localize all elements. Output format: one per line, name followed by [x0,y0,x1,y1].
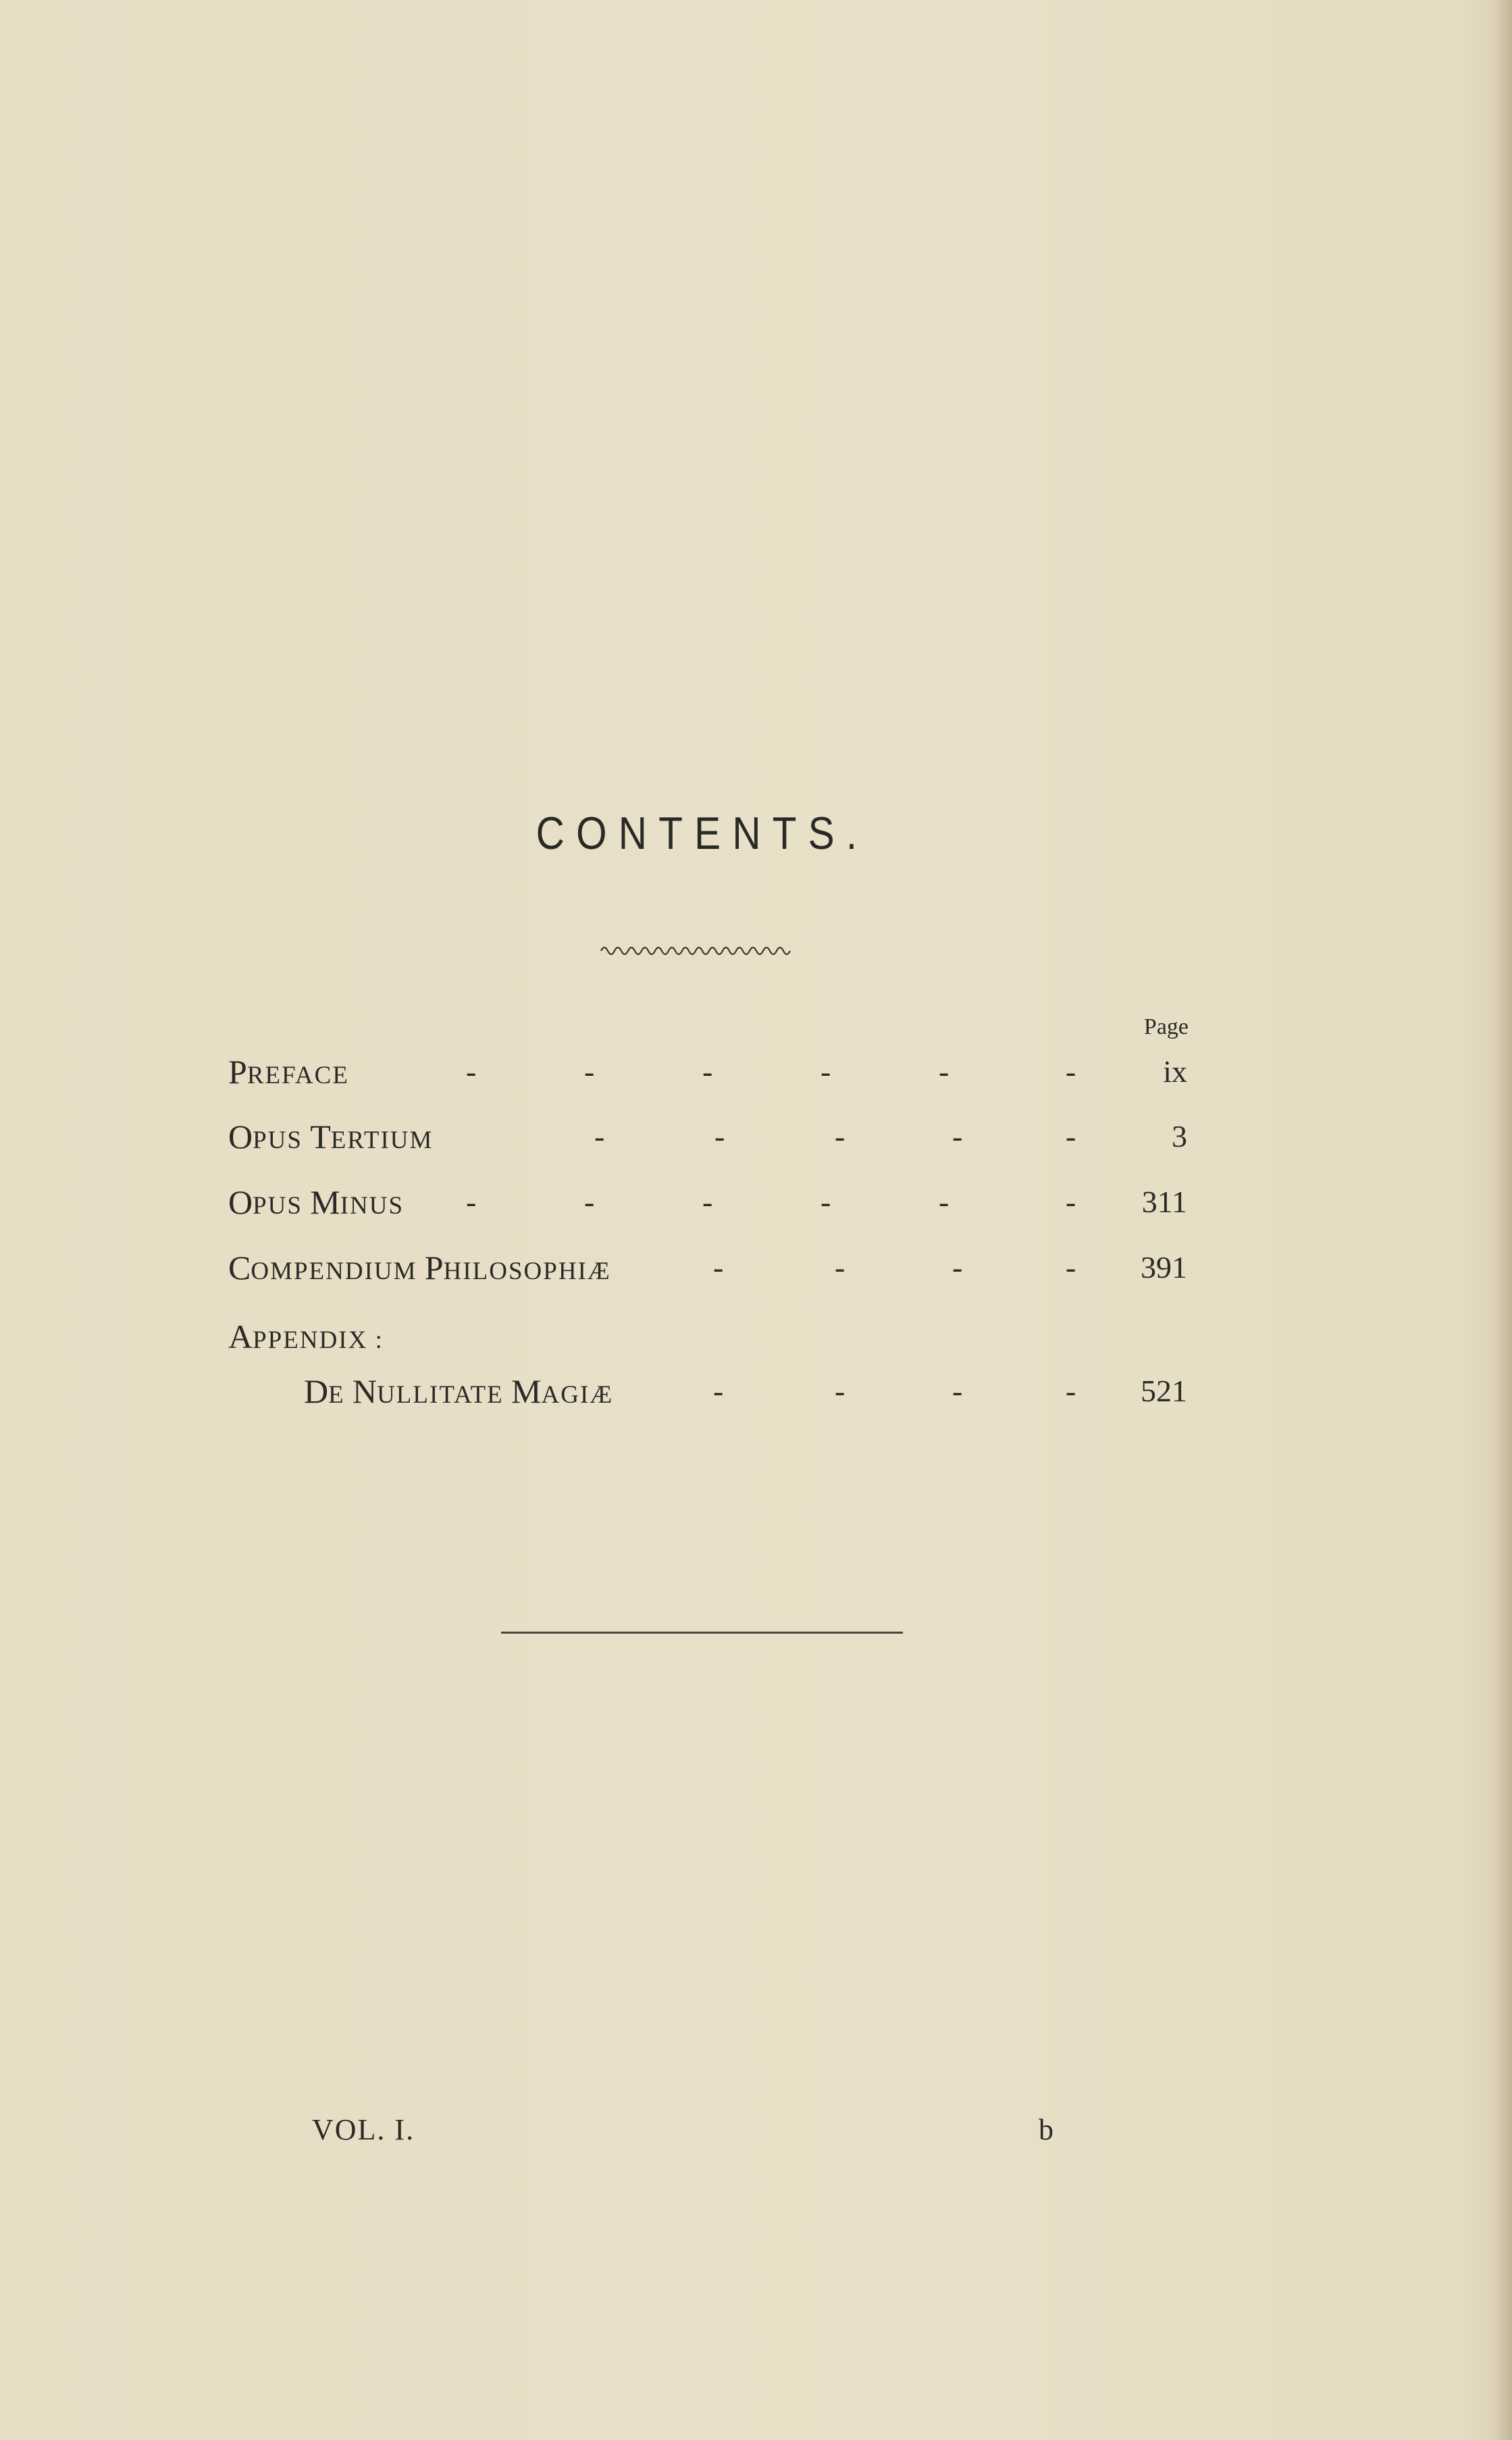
toc-entry-appendix [228,1313,1187,1360]
leader-dash: - [584,1185,595,1219]
horizontal-rule [501,1632,903,1634]
leader-dash: - [939,1185,949,1219]
leader-dash: - [702,1054,713,1089]
toc-entry-label: OPUS TERTIUM [228,1118,434,1156]
leader-dash: - [1066,1250,1076,1284]
leader-dash: - [1066,1054,1076,1089]
leader-dash: - [584,1054,595,1089]
toc-entry-preface [228,1048,1187,1095]
toc-entry-label: APPENDIX : [228,1318,384,1355]
leader-dash: - [466,1054,477,1089]
leader-dash: - [952,1374,963,1408]
toc-page-number: 521 [1141,1374,1187,1408]
toc-entry-compendium [228,1244,1187,1291]
wavy-ornament [600,940,802,958]
leader-dash: - [820,1185,831,1219]
toc-entry-opus-tertium [228,1113,1187,1160]
leader-dash: - [820,1054,831,1089]
leader-dash: - [713,1250,724,1284]
toc-entry-label: COMPENDIUM PHILOSOPHIÆ [228,1249,611,1287]
volume-marker: VOL. I. [312,2113,415,2146]
leader-dash: - [952,1250,963,1284]
toc-page-number: 3 [1172,1119,1187,1153]
leader-dash: - [835,1374,845,1408]
leader-dash: - [939,1054,949,1089]
toc-page-number: 311 [1141,1185,1187,1219]
leader-dash: - [835,1119,845,1153]
page-column-label: Page [1143,1014,1189,1039]
page-edge-shadow [1494,0,1512,2440]
toc-entry-label: PREFACE [228,1053,349,1091]
toc-page-number: 391 [1141,1250,1187,1284]
leader-dash: - [594,1119,605,1153]
toc-entry-opus-minus [228,1178,1187,1226]
leader-dash: - [952,1119,963,1153]
leader-dash: - [466,1185,477,1219]
toc-page-number: ix [1163,1054,1187,1089]
leader-dash: - [835,1250,845,1284]
leader-dash: - [1066,1185,1076,1219]
leader-dash: - [714,1119,725,1153]
leader-dash: - [713,1374,724,1408]
leader-dash: - [1066,1374,1076,1408]
leader-dash: - [1066,1119,1076,1153]
leader-dash: - [702,1185,713,1219]
toc-entry-label: OPUS MINUS [228,1183,405,1221]
toc-entry-de-nullitate-magiae [228,1368,1187,1415]
page-title: CONTENTS. [536,808,869,859]
toc-entry-label: DE NULLITATE MAGIÆ [304,1372,614,1410]
signature-mark: b [1039,2113,1053,2146]
